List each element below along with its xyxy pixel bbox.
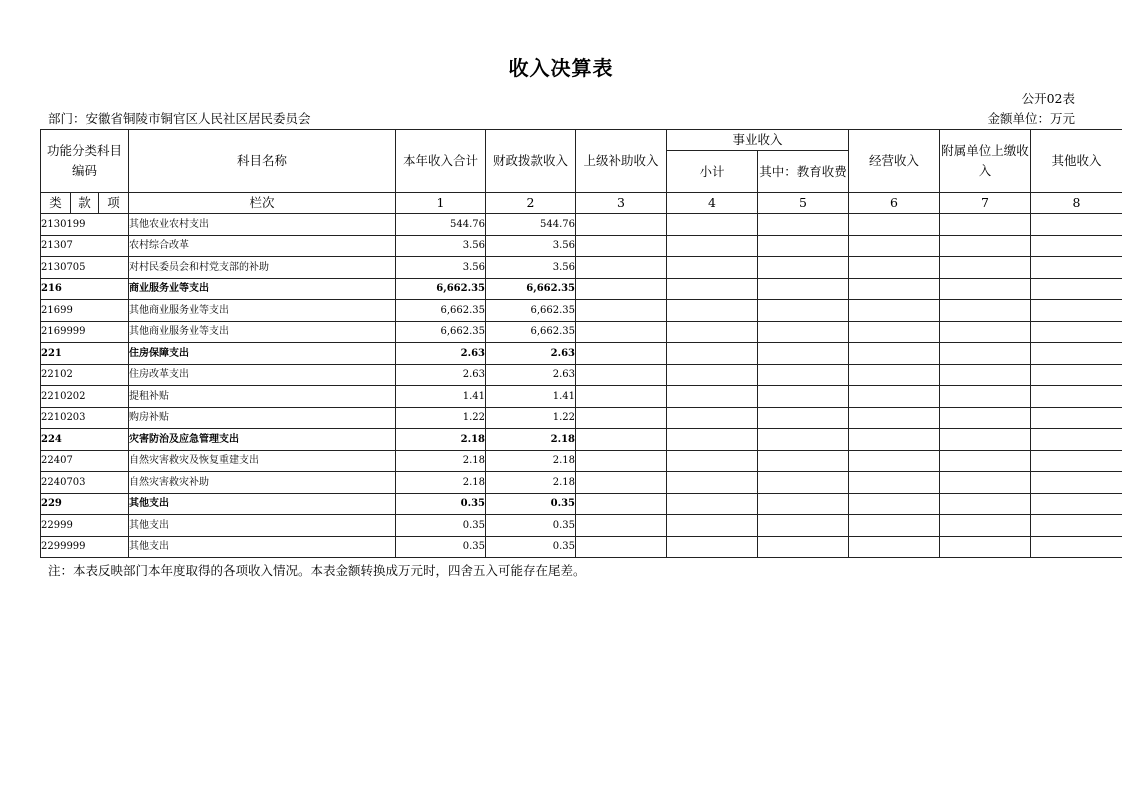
cell-education [758,343,849,365]
cell-superior [576,429,667,451]
column-number: 5 [758,193,849,214]
cell-other [1031,407,1122,429]
cell-subtotal [667,257,758,279]
cell-affiliated [940,386,1031,408]
cell-affiliated [940,407,1031,429]
cell-fiscal: 6,662.35 [486,300,576,322]
cell-affiliated [940,321,1031,343]
cell-operating [849,472,940,494]
table-row [41,321,1122,343]
column-number: 7 [940,193,1031,214]
table-row [41,278,1122,300]
cell-subject-name: 其他支出 [129,493,396,515]
table-row [41,407,1122,429]
cell-education [758,536,849,558]
cell-subtotal [667,300,758,322]
table-row [41,257,1122,279]
cell-total: 0.35 [396,515,486,537]
cell-fiscal: 1.41 [486,386,576,408]
cell-education [758,257,849,279]
header-subject-name: 科目名称 [129,130,396,193]
column-number: 1 [396,193,486,214]
header-lei: 类 [41,193,71,214]
header-operating: 经营收入 [849,130,940,193]
cell-education [758,515,849,537]
cell-subtotal [667,450,758,472]
cell-education [758,407,849,429]
cell-code: 2299999 [41,536,129,558]
header-total: 本年收入合计 [396,130,486,193]
header-func-code: 功能分类科目编码 [41,130,129,193]
cell-other [1031,235,1122,257]
cell-subtotal [667,235,758,257]
cell-education [758,472,849,494]
cell-affiliated [940,235,1031,257]
header-fiscal: 财政拨款收入 [486,130,576,193]
cell-subject-name: 灾害防治及应急管理支出 [129,429,396,451]
cell-subject-name: 其他商业服务业等支出 [129,300,396,322]
footnote: 注：本表反映部门本年度取得的各项收入情况。本表金额转换成万元时，四舍五入可能存在尾差。 [48,563,586,578]
cell-total: 2.63 [396,364,486,386]
cell-affiliated [940,300,1031,322]
cell-operating [849,343,940,365]
amount-unit-label: 金额单位：万元 [987,111,1075,126]
cell-total: 0.35 [396,536,486,558]
page-title: 收入决算表 [508,56,614,80]
cell-fiscal: 1.22 [486,407,576,429]
cell-total: 2.18 [396,472,486,494]
cell-superior [576,343,667,365]
cell-superior [576,364,667,386]
cell-superior [576,493,667,515]
cell-subtotal [667,386,758,408]
cell-subtotal [667,493,758,515]
cell-code: 229 [41,493,129,515]
cell-subject-name: 其他支出 [129,536,396,558]
header-superior: 上级补助收入 [576,130,667,193]
cell-fiscal: 6,662.35 [486,321,576,343]
table-row [41,300,1122,322]
cell-subject-name: 自然灾害救灾及恢复重建支出 [129,450,396,472]
cell-other [1031,321,1122,343]
cell-fiscal: 2.63 [486,343,576,365]
cell-total: 3.56 [396,257,486,279]
cell-total: 6,662.35 [396,321,486,343]
cell-superior [576,536,667,558]
table-row [41,536,1122,558]
cell-total: 2.63 [396,343,486,365]
cell-subtotal [667,214,758,236]
column-number: 8 [1031,193,1122,214]
cell-subtotal [667,343,758,365]
cell-affiliated [940,364,1031,386]
cell-fiscal: 0.35 [486,493,576,515]
cell-other [1031,343,1122,365]
cell-superior [576,386,667,408]
table-row [41,343,1122,365]
cell-education [758,235,849,257]
table-row [41,515,1122,537]
cell-operating [849,214,940,236]
cell-operating [849,536,940,558]
cell-superior [576,472,667,494]
cell-affiliated [940,343,1031,365]
cell-education [758,450,849,472]
cell-education [758,386,849,408]
cell-subtotal [667,429,758,451]
cell-code: 221 [41,343,129,365]
table-row [41,214,1122,236]
cell-subtotal [667,364,758,386]
cell-superior [576,278,667,300]
cell-education [758,493,849,515]
cell-operating [849,429,940,451]
cell-total: 6,662.35 [396,278,486,300]
cell-fiscal: 2.63 [486,364,576,386]
cell-subtotal [667,278,758,300]
cell-other [1031,300,1122,322]
cell-code: 22102 [41,364,129,386]
cell-operating [849,386,940,408]
cell-education [758,214,849,236]
cell-total: 1.41 [396,386,486,408]
header-row-1 [41,130,1122,151]
cell-total: 1.22 [396,407,486,429]
cell-superior [576,450,667,472]
cell-code: 2210202 [41,386,129,408]
income-table [40,129,1122,558]
cell-affiliated [940,214,1031,236]
cell-subject-name: 农村综合改革 [129,235,396,257]
cell-other [1031,257,1122,279]
cell-other [1031,386,1122,408]
column-number: 4 [667,193,758,214]
cell-education [758,429,849,451]
table-row [41,493,1122,515]
cell-subtotal [667,321,758,343]
cell-superior [576,515,667,537]
cell-subject-name: 住房保障支出 [129,343,396,365]
cell-code: 2130705 [41,257,129,279]
cell-other [1031,472,1122,494]
header-education: 其中：教育收费 [758,151,849,193]
table-row [41,472,1122,494]
cell-subject-name: 对村民委员会和村党支部的补助 [129,257,396,279]
table-row [41,450,1122,472]
cell-affiliated [940,493,1031,515]
cell-subject-name: 住房改革支出 [129,364,396,386]
cell-code: 22407 [41,450,129,472]
cell-affiliated [940,515,1031,537]
cell-operating [849,278,940,300]
cell-code: 2240703 [41,472,129,494]
cell-affiliated [940,257,1031,279]
cell-code: 2169999 [41,321,129,343]
cell-superior [576,407,667,429]
cell-code: 21307 [41,235,129,257]
cell-superior [576,321,667,343]
cell-subtotal [667,472,758,494]
cell-fiscal: 2.18 [486,472,576,494]
cell-total: 6,662.35 [396,300,486,322]
header-other: 其他收入 [1031,130,1122,193]
header-kuan: 款 [71,193,99,214]
cell-other [1031,515,1122,537]
header-subtotal: 小计 [667,151,758,193]
cell-operating [849,235,940,257]
table-number: 公开02表 [1021,91,1075,106]
cell-affiliated [940,429,1031,451]
cell-affiliated [940,278,1031,300]
cell-education [758,278,849,300]
cell-code: 21699 [41,300,129,322]
cell-subject-name: 商业服务业等支出 [129,278,396,300]
cell-operating [849,493,940,515]
cell-operating [849,321,940,343]
cell-operating [849,407,940,429]
cell-code: 22999 [41,515,129,537]
header-lanci: 栏次 [129,193,396,214]
column-index-row [41,193,1122,214]
column-number: 2 [486,193,576,214]
cell-subject-name: 其他农业农村支出 [129,214,396,236]
cell-operating [849,257,940,279]
cell-affiliated [940,450,1031,472]
header-affiliated: 附属单位上缴收入 [940,130,1031,193]
cell-operating [849,364,940,386]
cell-total: 0.35 [396,493,486,515]
cell-total: 2.18 [396,450,486,472]
cell-other [1031,278,1122,300]
cell-superior [576,300,667,322]
cell-other [1031,429,1122,451]
cell-superior [576,235,667,257]
cell-other [1031,536,1122,558]
department-label: 部门：安徽省铜陵市铜官区人民社区居民委员会 [48,111,311,126]
table-row [41,364,1122,386]
cell-affiliated [940,536,1031,558]
cell-code: 2210203 [41,407,129,429]
cell-affiliated [940,472,1031,494]
cell-operating [849,450,940,472]
cell-subtotal [667,407,758,429]
column-number: 6 [849,193,940,214]
cell-fiscal: 3.56 [486,235,576,257]
cell-subtotal [667,536,758,558]
column-number: 3 [576,193,667,214]
cell-fiscal: 0.35 [486,515,576,537]
header-business: 事业收入 [667,130,849,151]
cell-fiscal: 2.18 [486,429,576,451]
cell-operating [849,515,940,537]
cell-other [1031,493,1122,515]
cell-fiscal: 6,662.35 [486,278,576,300]
cell-fiscal: 0.35 [486,536,576,558]
cell-operating [849,300,940,322]
cell-superior [576,214,667,236]
cell-other [1031,214,1122,236]
cell-subtotal [667,515,758,537]
cell-fiscal: 2.18 [486,450,576,472]
cell-subject-name: 其他商业服务业等支出 [129,321,396,343]
cell-subject-name: 购房补贴 [129,407,396,429]
cell-code: 2130199 [41,214,129,236]
cell-subject-name: 自然灾害救灾补助 [129,472,396,494]
cell-code: 224 [41,429,129,451]
cell-other [1031,364,1122,386]
cell-other [1031,450,1122,472]
cell-education [758,364,849,386]
cell-total: 544.76 [396,214,486,236]
cell-subject-name: 提租补贴 [129,386,396,408]
cell-fiscal: 3.56 [486,257,576,279]
cell-subject-name: 其他支出 [129,515,396,537]
cell-total: 2.18 [396,429,486,451]
cell-code: 216 [41,278,129,300]
table-row [41,429,1122,451]
cell-fiscal: 544.76 [486,214,576,236]
cell-education [758,321,849,343]
header-xiang: 项 [99,193,129,214]
cell-education [758,300,849,322]
cell-superior [576,257,667,279]
cell-total: 3.56 [396,235,486,257]
table-row [41,386,1122,408]
table-row [41,235,1122,257]
